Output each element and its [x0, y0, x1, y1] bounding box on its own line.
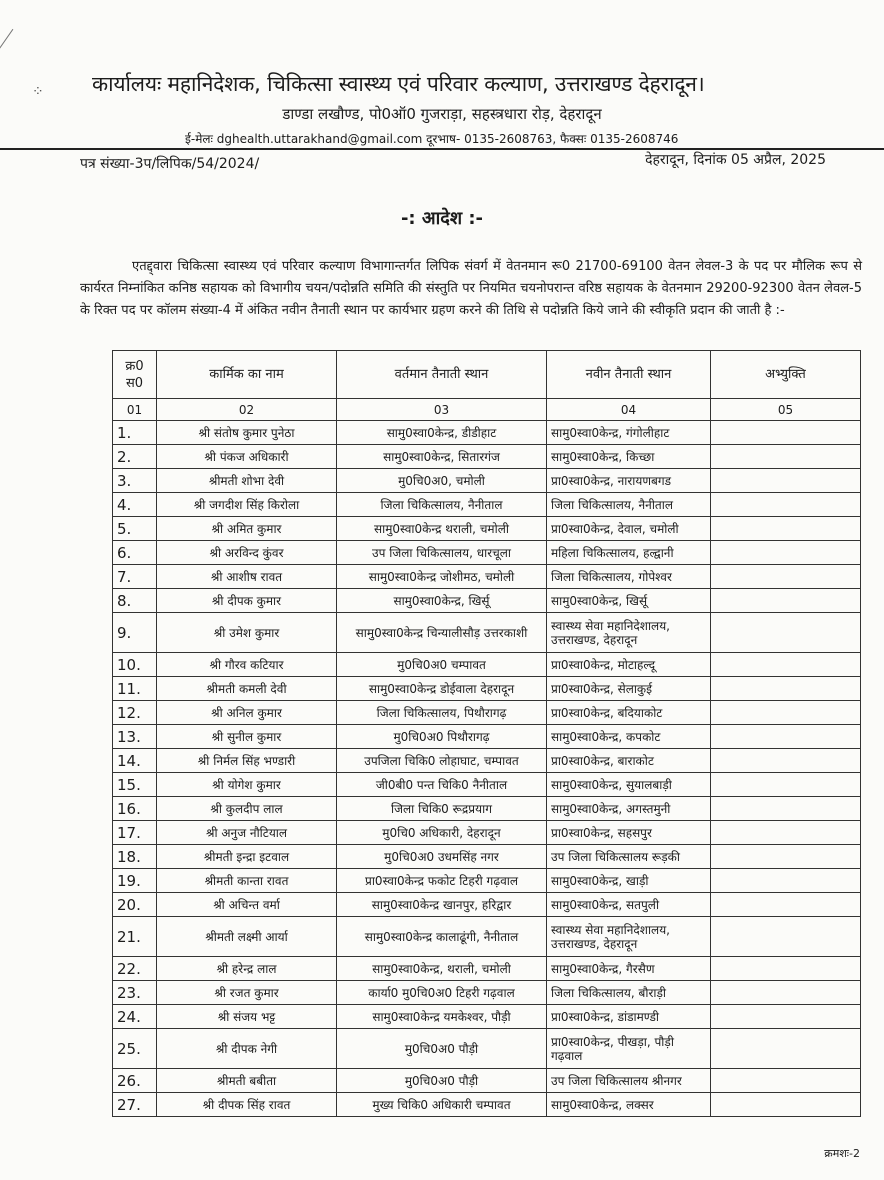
- remark-cell: [711, 725, 861, 749]
- employee-name-cell: श्री सुनील कुमार: [157, 725, 337, 749]
- letter-number: पत्र संख्या-3प/लिपिक/54/2024/: [80, 156, 260, 172]
- current-posting-cell: उपजिला चिकि0 लोहाघाट, चम्पावत: [337, 749, 547, 773]
- new-posting-cell: प्रा0स्वा0केन्द्र, सेलाकुई: [547, 677, 711, 701]
- table-row: [113, 589, 861, 613]
- stray-marks: ⁘: [32, 84, 44, 100]
- current-posting-cell: सामु0स्वा0केन्द्र, सितारगंज: [337, 445, 547, 469]
- current-posting-cell: सामु0स्वा0केन्द्र कालाढूंगी, नैनीताल: [337, 917, 547, 957]
- remark-cell: [711, 541, 861, 565]
- current-posting-cell: सामु0स्वा0केन्द्र चिन्यालीसौड़ उत्तरकाशी: [337, 613, 547, 653]
- current-posting-cell: मु0चि0अ0 उधमसिंह नगर: [337, 845, 547, 869]
- new-posting-cell: जिला चिकित्सालय, बौराड़ी: [547, 981, 711, 1005]
- serial-number-cell: 27.: [113, 1093, 157, 1117]
- serial-number-cell: 25.: [113, 1029, 157, 1069]
- remark-cell: [711, 749, 861, 773]
- employee-name-cell: श्रीमती शोभा देवी: [157, 469, 337, 493]
- column-number: 01: [113, 399, 157, 421]
- remark-cell: [711, 917, 861, 957]
- column-number-row: [113, 399, 861, 421]
- employee-name-cell: श्रीमती कमली देवी: [157, 677, 337, 701]
- new-posting-cell: प्रा0स्वा0केन्द्र, बदियाकोट: [547, 701, 711, 725]
- current-posting-cell: मु0चि0अ0, चमोली: [337, 469, 547, 493]
- new-posting-cell: सामु0स्वा0केन्द्र, किच्छा: [547, 445, 711, 469]
- serial-number-cell: 11.: [113, 677, 157, 701]
- remark-cell: [711, 701, 861, 725]
- header-remarks: अभ्युक्ति: [711, 351, 861, 399]
- current-posting-cell: मु0चि0अ0 चम्पावत: [337, 653, 547, 677]
- column-number: 02: [157, 399, 337, 421]
- serial-number-cell: 9.: [113, 613, 157, 653]
- table-row: [113, 869, 861, 893]
- serial-number-cell: 20.: [113, 893, 157, 917]
- office-title: कार्यालयः महानिदेशक, चिकित्सा स्वास्थ्य एवं परिवार कल्याण, उत्तराखण्ड देहरादून।: [92, 72, 705, 96]
- current-posting-cell: सामु0स्वा0केन्द्र यमकेश्वर, पौड़ी: [337, 1005, 547, 1029]
- serial-number-cell: 19.: [113, 869, 157, 893]
- serial-number-cell: 5.: [113, 517, 157, 541]
- employee-name-cell: श्री अनुज नौटियाल: [157, 821, 337, 845]
- serial-number-cell: 16.: [113, 797, 157, 821]
- table-row: [113, 517, 861, 541]
- new-posting-cell: महिला चिकित्सालय, हल्द्वानी: [547, 541, 711, 565]
- new-posting-cell: उप जिला चिकित्सालय श्रीनगर: [547, 1069, 711, 1093]
- serial-number-cell: 17.: [113, 821, 157, 845]
- table-row: [113, 957, 861, 981]
- serial-number-cell: 23.: [113, 981, 157, 1005]
- remark-cell: [711, 957, 861, 981]
- current-posting-cell: मु0चि0 अधिकारी, देहरादून: [337, 821, 547, 845]
- current-posting-cell: मुख्य चिकि0 अधिकारी चम्पावत: [337, 1093, 547, 1117]
- current-posting-cell: उप जिला चिकित्सालय, धारचूला: [337, 541, 547, 565]
- office-contact: ई-मेलः dghealth.uttarakhand@gmail.com दूरभाष- 0135-2608763, फैक्सः 0135-2608746: [185, 132, 679, 146]
- serial-number-cell: 15.: [113, 773, 157, 797]
- current-posting-cell: कार्या0 मु0चि0अ0 टिहरी गढ़वाल: [337, 981, 547, 1005]
- serial-number-cell: 4.: [113, 493, 157, 517]
- new-posting-cell: उप जिला चिकित्सालय रूड़की: [547, 845, 711, 869]
- column-number: 04: [547, 399, 711, 421]
- employee-name-cell: श्री कुलदीप लाल: [157, 797, 337, 821]
- continued-marker: क्रमशः-2: [824, 1147, 860, 1160]
- table-row: [113, 677, 861, 701]
- table-row: [113, 749, 861, 773]
- serial-number-cell: 10.: [113, 653, 157, 677]
- employee-name-cell: श्री दीपक नेगी: [157, 1029, 337, 1069]
- employee-name-cell: श्रीमती इन्द्रा इटवाल: [157, 845, 337, 869]
- current-posting-cell: सामु0स्वा0केन्द्र खानपुर, हरिद्वार: [337, 893, 547, 917]
- serial-number-cell: 26.: [113, 1069, 157, 1093]
- promotion-table: [112, 350, 861, 1117]
- new-posting-cell: स्वास्थ्य सेवा महानिदेशालय, उत्तराखण्ड, देहरादून: [547, 613, 711, 653]
- remark-cell: [711, 981, 861, 1005]
- pen-mark: [0, 29, 22, 57]
- current-posting-cell: जिला चिकित्सालय, नैनीताल: [337, 493, 547, 517]
- order-heading: -: आदेश :-: [400, 208, 484, 229]
- new-posting-cell: प्रा0स्वा0केन्द्र, नारायणबगड: [547, 469, 711, 493]
- column-number: 05: [711, 399, 861, 421]
- employee-name-cell: श्री रजत कुमार: [157, 981, 337, 1005]
- current-posting-cell: सामु0स्वा0केन्द्र जोशीमठ, चमोली: [337, 565, 547, 589]
- serial-number-cell: 1.: [113, 421, 157, 445]
- remark-cell: [711, 493, 861, 517]
- employee-name-cell: श्री अनिल कुमार: [157, 701, 337, 725]
- current-posting-cell: मु0चि0अ0 पौड़ी: [337, 1029, 547, 1069]
- serial-number-cell: 7.: [113, 565, 157, 589]
- table-row: [113, 541, 861, 565]
- current-posting-cell: सामु0स्वा0केन्द्र, थराली, चमोली: [337, 957, 547, 981]
- remark-cell: [711, 1029, 861, 1069]
- table-row: [113, 773, 861, 797]
- employee-name-cell: श्री हरेन्द्र लाल: [157, 957, 337, 981]
- new-posting-cell: स्वास्थ्य सेवा महानिदेशालय, उत्तराखण्ड, देहरादून: [547, 917, 711, 957]
- employee-name-cell: श्रीमती लक्ष्मी आर्या: [157, 917, 337, 957]
- serial-number-cell: 24.: [113, 1005, 157, 1029]
- table-row: [113, 1093, 861, 1117]
- remark-cell: [711, 613, 861, 653]
- remark-cell: [711, 845, 861, 869]
- remark-cell: [711, 445, 861, 469]
- table-row: [113, 445, 861, 469]
- new-posting-cell: सामु0स्वा0केन्द्र, गैरसैण: [547, 957, 711, 981]
- remark-cell: [711, 821, 861, 845]
- new-posting-cell: प्रा0स्वा0केन्द्र, डांडामण्डी: [547, 1005, 711, 1029]
- remark-cell: [711, 1069, 861, 1093]
- serial-number-cell: 14.: [113, 749, 157, 773]
- remark-cell: [711, 421, 861, 445]
- remark-cell: [711, 589, 861, 613]
- serial-number-cell: 12.: [113, 701, 157, 725]
- current-posting-cell: जिला चिकि0 रूद्रप्रयाग: [337, 797, 547, 821]
- current-posting-cell: जिला चिकित्सालय, पिथौरागढ़: [337, 701, 547, 725]
- new-posting-cell: प्रा0स्वा0केन्द्र, बाराकोट: [547, 749, 711, 773]
- current-posting-cell: सामु0स्वा0केन्द्र डोईवाला देहरादून: [337, 677, 547, 701]
- employee-name-cell: श्री अचिन्त वर्मा: [157, 893, 337, 917]
- remark-cell: [711, 773, 861, 797]
- serial-number-cell: 3.: [113, 469, 157, 493]
- table-row: [113, 981, 861, 1005]
- letter-date: देहरादून, दिनांक 05 अप्रैल, 2025: [645, 152, 826, 168]
- table-row: [113, 797, 861, 821]
- table-row: [113, 421, 861, 445]
- new-posting-cell: प्रा0स्वा0केन्द्र, मोटाहल्दू: [547, 653, 711, 677]
- employee-name-cell: श्री उमेश कुमार: [157, 613, 337, 653]
- employee-name-cell: श्री अमित कुमार: [157, 517, 337, 541]
- remark-cell: [711, 469, 861, 493]
- table-body: [113, 421, 861, 1117]
- remark-cell: [711, 797, 861, 821]
- table-row: [113, 1029, 861, 1069]
- table-row: [113, 653, 861, 677]
- employee-name-cell: श्री अरविन्द कुंवर: [157, 541, 337, 565]
- header-new-posting: नवीन तैनाती स्थान: [547, 351, 711, 399]
- serial-number-cell: 21.: [113, 917, 157, 957]
- employee-name-cell: श्री आशीष रावत: [157, 565, 337, 589]
- header-current-posting: वर्तमान तैनाती स्थान: [337, 351, 547, 399]
- current-posting-cell: सामु0स्वा0केन्द्र, डीडीहाट: [337, 421, 547, 445]
- employee-name-cell: श्री दीपक सिंह रावत: [157, 1093, 337, 1117]
- new-posting-cell: सामु0स्वा0केन्द्र, अगस्तमुनी: [547, 797, 711, 821]
- new-posting-cell: प्रा0स्वा0केन्द्र, सहसपुर: [547, 821, 711, 845]
- employee-name-cell: श्री गौरव कटियार: [157, 653, 337, 677]
- serial-number-cell: 8.: [113, 589, 157, 613]
- remark-cell: [711, 517, 861, 541]
- serial-number-cell: 6.: [113, 541, 157, 565]
- table-row: [113, 893, 861, 917]
- remark-cell: [711, 677, 861, 701]
- table-row: [113, 565, 861, 589]
- remark-cell: [711, 893, 861, 917]
- employee-name-cell: श्री संतोष कुमार पुनेठा: [157, 421, 337, 445]
- remark-cell: [711, 1093, 861, 1117]
- table-row: [113, 701, 861, 725]
- new-posting-cell: प्रा0स्वा0केन्द्र, देवाल, चमोली: [547, 517, 711, 541]
- new-posting-cell: जिला चिकित्सालय, गोपेश्वर: [547, 565, 711, 589]
- new-posting-cell: सामु0स्वा0केन्द्र, खाड़ी: [547, 869, 711, 893]
- remark-cell: [711, 1005, 861, 1029]
- table-row: [113, 1005, 861, 1029]
- remark-cell: [711, 653, 861, 677]
- table-row: [113, 917, 861, 957]
- table-row: [113, 821, 861, 845]
- table-header-row: [113, 351, 861, 399]
- current-posting-cell: सामु0स्वा0केन्द्र थराली, चमोली: [337, 517, 547, 541]
- table-row: [113, 845, 861, 869]
- office-address: डाण्डा लखौण्ड, पो0ऑ0 गुजराड़ा, सहस्त्रधारा रोड़, देहरादून: [282, 105, 602, 123]
- order-body-text: एतद्द्वारा चिकित्सा स्वास्थ्य एवं परिवार कल्याण विभागान्तर्गत लिपिक संवर्ग में वेतनमान रू0 21700-69100 वेतन लेवल-3 के पद पर मौलिक रूप से कार्यरत निम्नांकित कनिष्ठ सहायक को विभागीय चयन/पदोन्नति समिति की संस्तुति पर नियमित चयनोपरान्त वरिष्ठ सहायक के वेतनमान 29200-92300 वेतन लेवल-5 के रिक्त पद पर कॉलम संख्या-4 में अंकित नवीन तैनाती स्थान पर कार्यभार ग्रहण करने की तिथि से पदोन्नति किये जाने की स्वीकृति प्रदान की जाती है :-: [80, 259, 862, 318]
- serial-number-cell: 18.: [113, 845, 157, 869]
- column-number: 03: [337, 399, 547, 421]
- serial-number-cell: 13.: [113, 725, 157, 749]
- header-serial: क्र0 स0: [113, 351, 157, 399]
- serial-number-cell: 2.: [113, 445, 157, 469]
- employee-name-cell: श्रीमती बबीता: [157, 1069, 337, 1093]
- remark-cell: [711, 565, 861, 589]
- new-posting-cell: जिला चिकित्सालय, नैनीताल: [547, 493, 711, 517]
- current-posting-cell: मु0चि0अ0 पौड़ी: [337, 1069, 547, 1093]
- employee-name-cell: श्री पंकज अधिकारी: [157, 445, 337, 469]
- current-posting-cell: सामु0स्वा0केन्द्र, खिर्सू: [337, 589, 547, 613]
- employee-name-cell: श्री निर्मल सिंह भण्डारी: [157, 749, 337, 773]
- table-row: [113, 725, 861, 749]
- employee-name-cell: श्री दीपक कुमार: [157, 589, 337, 613]
- table-row: [113, 493, 861, 517]
- new-posting-cell: सामु0स्वा0केन्द्र, खिर्सू: [547, 589, 711, 613]
- new-posting-cell: सामु0स्वा0केन्द्र, कपकोट: [547, 725, 711, 749]
- employee-name-cell: श्री योगेश कुमार: [157, 773, 337, 797]
- table-row: [113, 469, 861, 493]
- current-posting-cell: जी0बी0 पन्त चिकि0 नैनीताल: [337, 773, 547, 797]
- current-posting-cell: मु0चि0अ0 पिथौरागढ़: [337, 725, 547, 749]
- serial-number-cell: 22.: [113, 957, 157, 981]
- header-employee-name: कार्मिक का नाम: [157, 351, 337, 399]
- new-posting-cell: सामु0स्वा0केन्द्र, गंगोलीहाट: [547, 421, 711, 445]
- new-posting-cell: सामु0स्वा0केन्द्र, सुयालबाड़ी: [547, 773, 711, 797]
- new-posting-cell: प्रा0स्वा0केन्द्र, पीखड़ा, पौड़ी गढ़वाल: [547, 1029, 711, 1069]
- remark-cell: [711, 869, 861, 893]
- table-row: [113, 1069, 861, 1093]
- table-row: [113, 613, 861, 653]
- new-posting-cell: सामु0स्वा0केन्द्र, लक्सर: [547, 1093, 711, 1117]
- employee-name-cell: श्रीमती कान्ता रावत: [157, 869, 337, 893]
- new-posting-cell: सामु0स्वा0केन्द्र, सतपुली: [547, 893, 711, 917]
- employee-name-cell: श्री जगदीश सिंह किरोला: [157, 493, 337, 517]
- employee-name-cell: श्री संजय भट्ट: [157, 1005, 337, 1029]
- current-posting-cell: प्रा0स्वा0केन्द्र फकोट टिहरी गढ़वाल: [337, 869, 547, 893]
